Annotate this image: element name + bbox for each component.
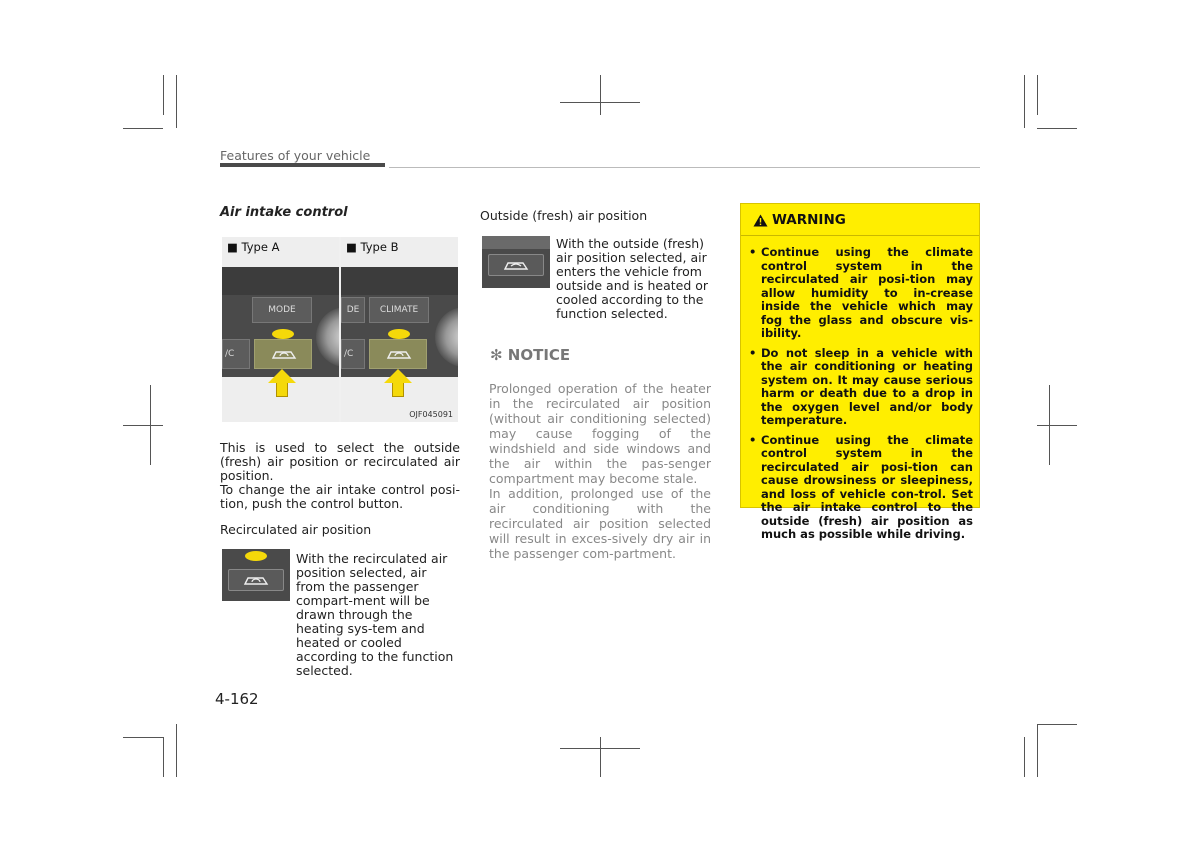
outside-heading: Outside (fresh) air position: [480, 208, 648, 223]
type-a-label: ■ Type A: [227, 240, 280, 254]
air-intake-button: [369, 339, 427, 369]
notice-title: ✻ NOTICE: [490, 346, 571, 364]
indicator-light-icon: [388, 329, 410, 339]
crop-mark: [1037, 128, 1077, 129]
ac-button: [341, 339, 365, 369]
ac-label: /C: [225, 349, 235, 359]
de-button: DE: [341, 297, 365, 323]
warning-item: • Do not sleep in a vehicle with the air conditioning or heating system on. It may cause serious harm or death due to a drop in the oxygen level and/or body temperature.: [749, 347, 973, 428]
type-b-label: ■ Type B: [346, 240, 399, 254]
section-title: Air intake control: [220, 205, 348, 220]
recirculated-thumbnail: [222, 549, 290, 601]
crop-mark: [1037, 724, 1038, 777]
warning-box: [740, 203, 980, 541]
control-panel-figure: [222, 237, 458, 422]
page-number: 4-162: [215, 690, 259, 708]
crop-mark: [150, 385, 151, 465]
press-arrow-icon: [384, 369, 412, 383]
crop-mark: [1037, 75, 1038, 115]
climate-button: CLIMATE: [369, 297, 429, 323]
header-rule: [389, 167, 980, 168]
car-recirculate-icon: [386, 347, 412, 361]
recirculated-text: With the recirculated air position selected, air from the passenger compart-ment will be drawn through the heating sys-tem and heated or cooled according to the function selected.: [296, 551, 454, 678]
warning-title: WARNING: [772, 212, 846, 228]
crop-mark: [176, 724, 177, 777]
crop-mark: [123, 128, 163, 129]
warning-triangle-icon: [753, 214, 768, 227]
crop-mark: [163, 75, 164, 115]
header-rule: [220, 163, 385, 167]
indicator-light-icon: [245, 551, 267, 561]
ac-label: /C: [344, 349, 354, 359]
crop-mark: [163, 737, 164, 777]
car-fresh-air-icon: [503, 258, 529, 272]
air-intake-button: [254, 339, 312, 369]
warning-list: [749, 246, 973, 548]
outside-text: With the outside (fresh) air position selected, air enters the vehicle from outside and is heated or cooled according to the function selected.: [556, 236, 709, 321]
notice-paragraph: In addition, prolonged use of the air conditioning with the recirculated air position selected will result in exces-sively dry air in the passenger com-partment.: [489, 486, 711, 561]
crop-mark: [1024, 75, 1025, 128]
warning-item: • Continue using the climate control system in the recirculated air posi-tion can cause drowsiness or sleepiness, and loss of vehicle con-trol. Set the air intake control to the outside (fresh) air position as much as possible while driving.: [749, 434, 973, 542]
crop-mark: [1037, 425, 1077, 426]
crop-mark: [1049, 385, 1050, 465]
ac-button: [222, 339, 250, 369]
figure-code: OJF045091: [409, 410, 453, 419]
crop-mark: [123, 425, 163, 426]
intro-paragraph: To change the air intake control posi-tion, push the control button.: [220, 482, 460, 511]
notice-text: [489, 381, 711, 561]
car-recirculate-icon: [271, 347, 297, 361]
warning-heading: [753, 212, 846, 228]
crop-mark: [600, 737, 601, 777]
outside-thumbnail: [482, 236, 550, 288]
crop-mark: [1024, 737, 1025, 777]
running-head: Features of your vehicle: [220, 148, 371, 163]
car-recirculate-icon: [243, 573, 269, 587]
recirculated-heading: Recirculated air position: [220, 522, 372, 537]
intro-paragraph: This is used to select the outside (fresh) air position or recirculated air position.: [220, 440, 460, 483]
crop-mark: [123, 737, 163, 738]
indicator-light-icon: [272, 329, 294, 339]
warning-item: • Continue using the climate control system in the recirculated air posi-tion may allow humidity to in-crease inside the vehicle which may fog the glass and obscure vis-ibility.: [749, 246, 973, 341]
press-arrow-icon: [268, 369, 296, 383]
crop-mark: [1037, 724, 1077, 725]
type-b-panel: [341, 237, 458, 422]
type-a-panel: [222, 237, 339, 422]
mode-button: MODE: [252, 297, 312, 323]
notice-paragraph: Prolonged operation of the heater in the recirculated air position (without air conditioning selected) may cause fogging of the windshield and side windows and the air within the pas-senger compartment may become stale.: [489, 381, 711, 486]
crop-mark: [600, 75, 601, 115]
crop-mark: [176, 75, 177, 128]
